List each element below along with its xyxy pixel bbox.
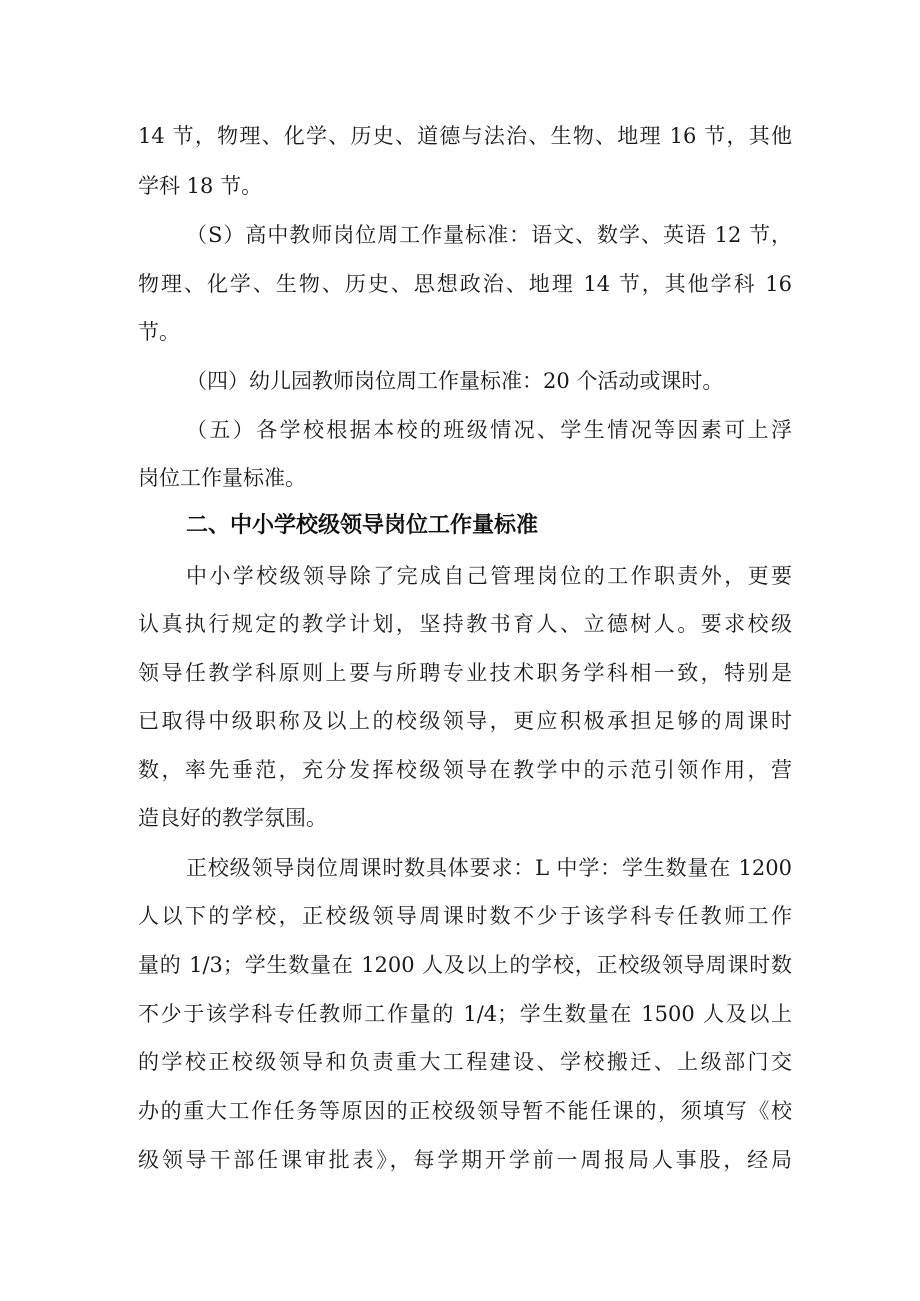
text-line: 办的重大工作任务等原因的正校级领导暂不能任课的，须填写《校 xyxy=(138,1099,792,1123)
text-line: 人以下的学校，正校级领导周课时数不少于该学科专任教师工作 xyxy=(138,904,792,928)
text-line: （四）幼儿园教师岗位周工作量标准：20 个活动或课时。 xyxy=(186,369,724,393)
text-line: （S）高中教师岗位周工作量标准：语文、数学、英语 12 节， xyxy=(186,223,792,247)
text-line: 节。 xyxy=(138,320,180,344)
section-heading: 二、中小学校级领导岗位工作量标准 xyxy=(186,513,539,538)
text-line: 认真执行规定的教学计划，坚持教书育人、立德树人。要求校级 xyxy=(138,612,792,636)
text-line: 领导任教学科原则上要与所聘专业技术职务学科相一致，特别是 xyxy=(138,661,792,685)
text-line: 物理、化学、生物、历史、思想政治、地理 14 节，其他学科 16 xyxy=(138,272,792,296)
text-line: 造良好的教学氛围。 xyxy=(138,806,327,830)
text-line: 正校级领导岗位周课时数具体要求：L 中学：学生数量在 1200 xyxy=(186,856,792,880)
text-line: 中小学校级领导除了完成自己管理岗位的工作职责外，更要 xyxy=(186,564,792,588)
text-line: 已取得中级职称及以上的校级领导，更应积极承担足够的周课时 xyxy=(138,709,792,733)
text-line: 级领导干部任课审批表》，每学期开学前一周报局人事股，经局 xyxy=(138,1148,792,1172)
text-line: 不少于该学科专任教师工作量的 1/4；学生数量在 1500 人及以上 xyxy=(138,1002,792,1026)
text-line: （五）各学校根据本校的班级情况、学生情况等因素可上浮 xyxy=(186,418,792,442)
text-line: 量的 1/3；学生数量在 1200 人及以上的学校，正校级领导周课时数 xyxy=(138,953,792,977)
text-line: 数，率先垂范，充分发挥校级领导在教学中的示范引领作用，营 xyxy=(138,758,792,782)
text-line: 的学校正校级领导和负责重大工程建设、学校搬迁、上级部门交 xyxy=(138,1050,792,1074)
text-line: 14 节，物理、化学、历史、道德与法治、生物、地理 16 节，其他 xyxy=(138,124,792,148)
text-line: 学科 18 节。 xyxy=(138,174,263,198)
text-line: 岗位工作量标准。 xyxy=(138,466,306,490)
